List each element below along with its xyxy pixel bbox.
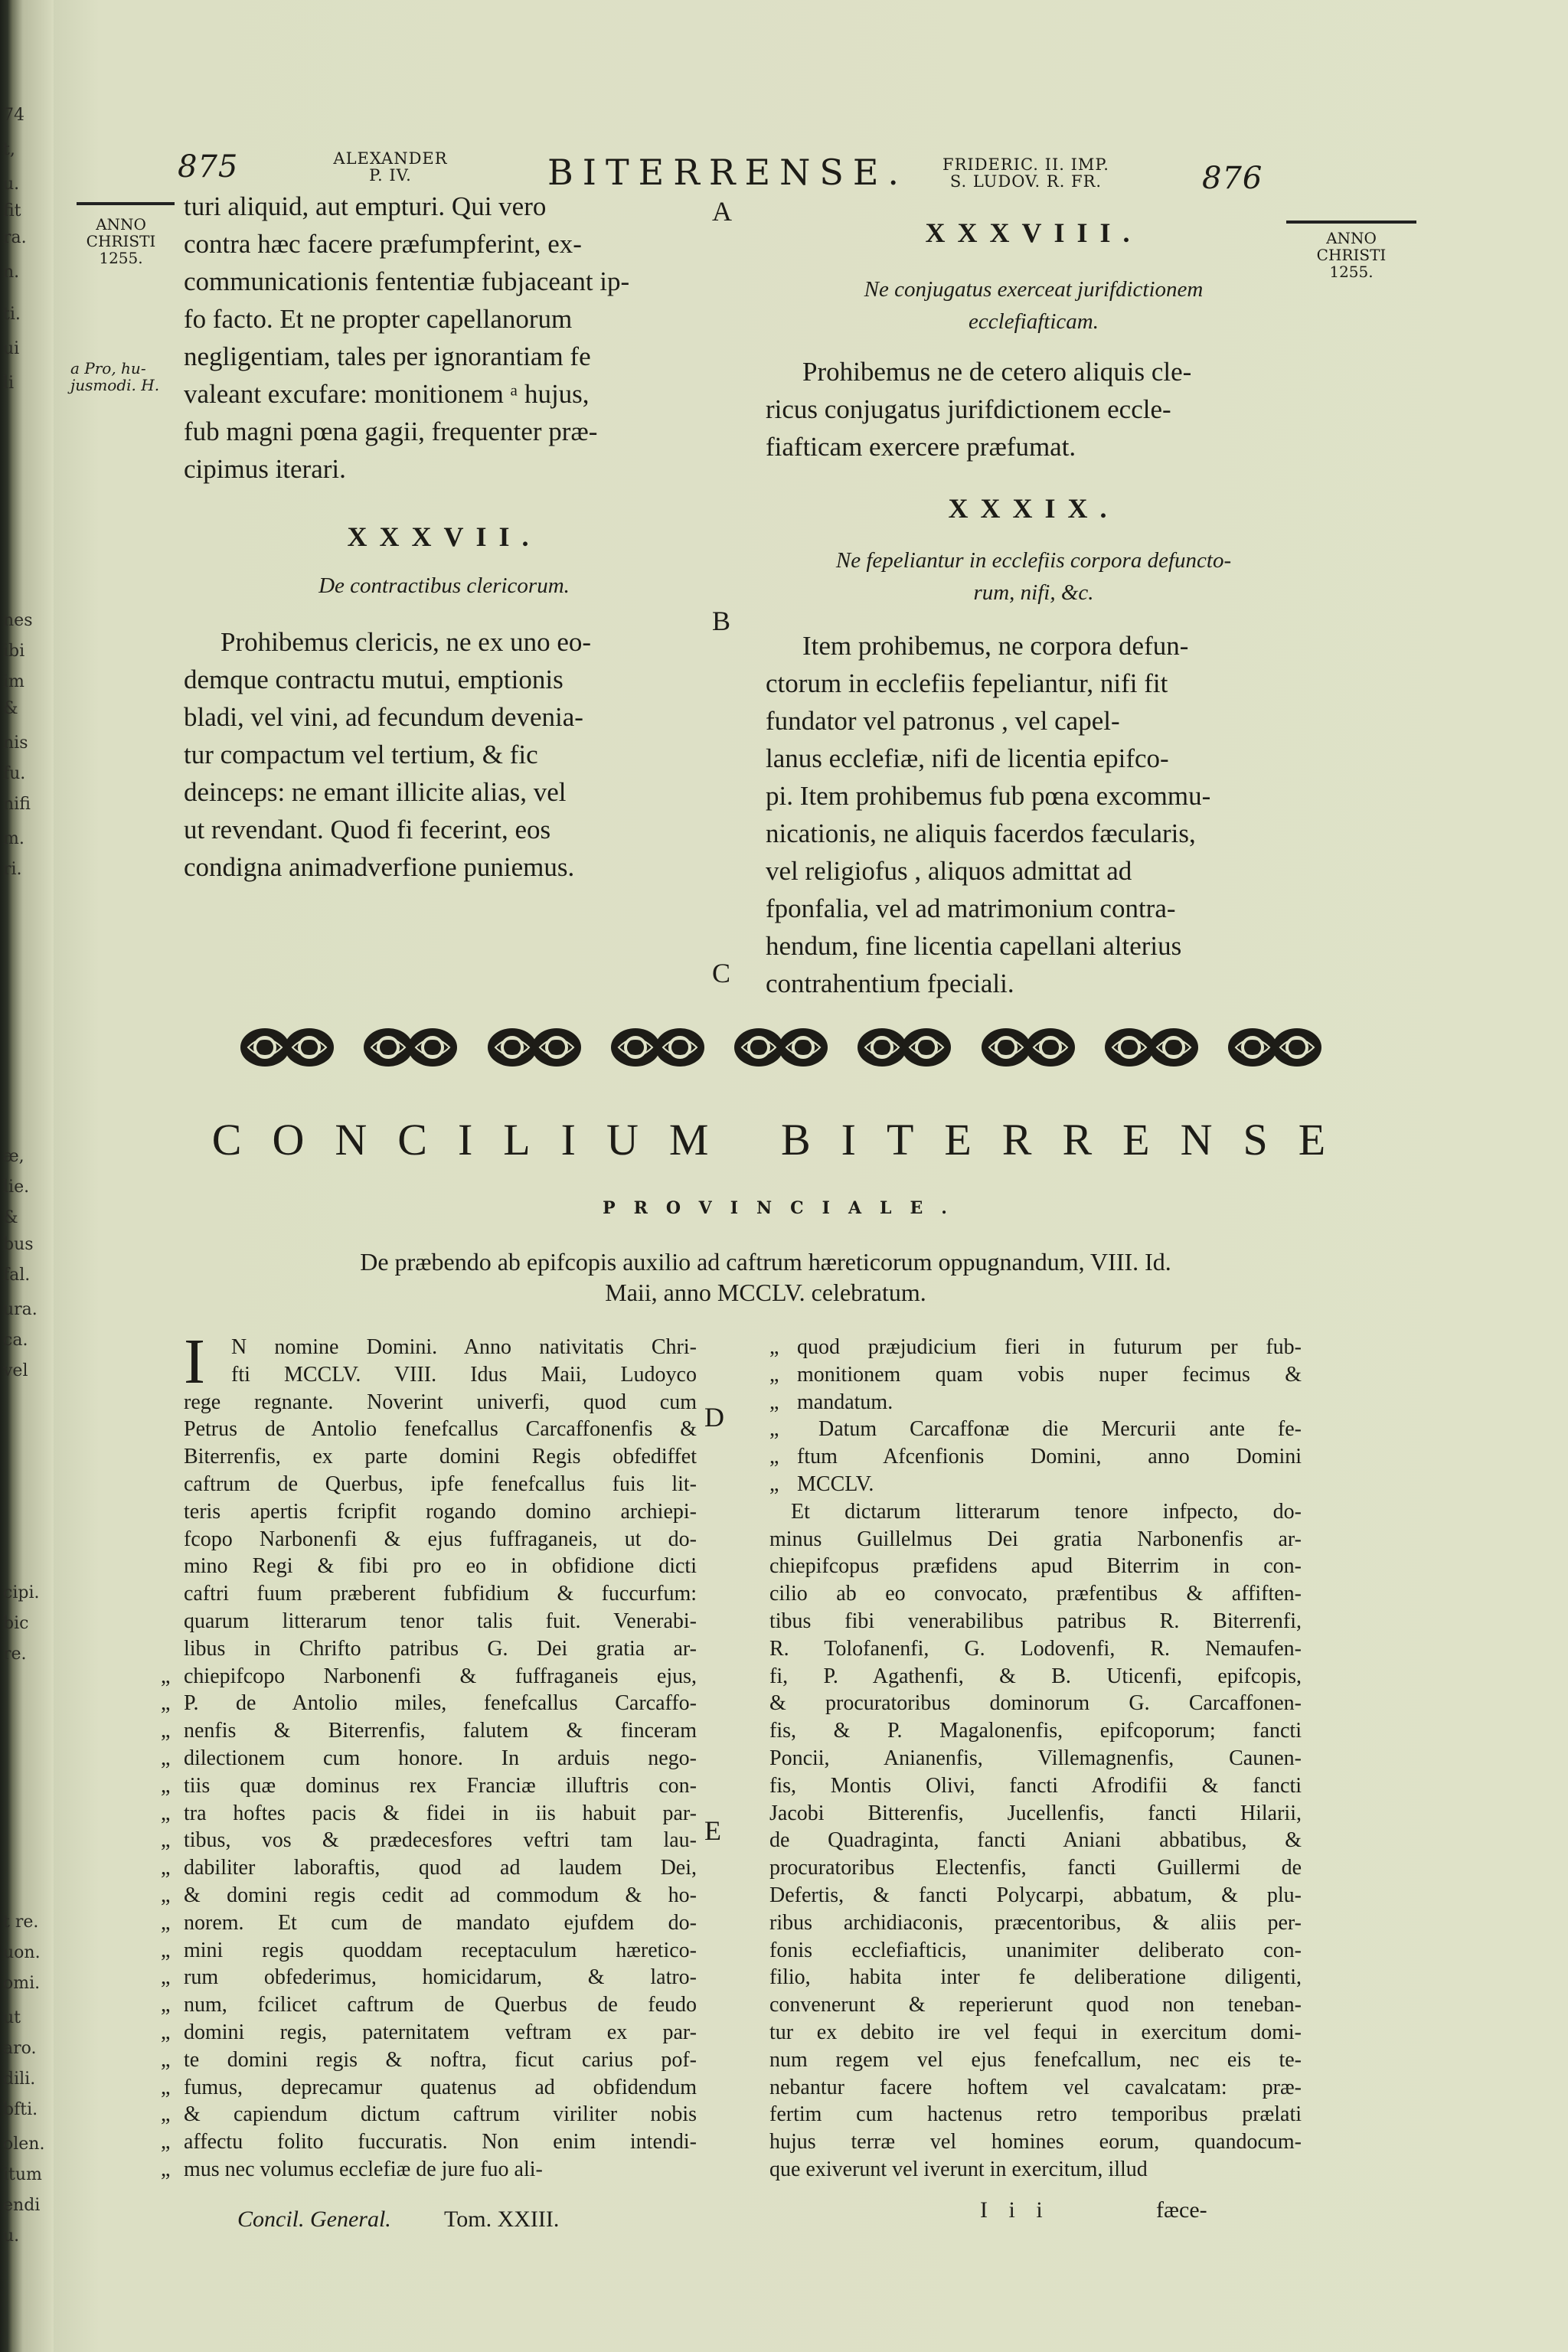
quote-mark: „ — [161, 1773, 171, 1798]
text-line — [161, 1827, 697, 1854]
text-line: ricus conjugatus jurifdictionem eccle- — [766, 394, 1171, 424]
text-line-content: dabiliter laboraftis, quod ad laudem Dei, — [184, 1856, 697, 1880]
chapter-heading-38: XXXVIII. — [925, 217, 1142, 248]
spine-text-fragment: bus — [3, 1235, 34, 1254]
text-line — [184, 1443, 697, 1471]
right-margin-anno — [1294, 230, 1409, 280]
anno-line: CHRISTI — [1316, 246, 1387, 264]
anno-line: 1255. — [99, 249, 143, 267]
spine-text-fragment: fal. — [3, 1266, 31, 1285]
text-line-content: & capiendum dictum caftrum viriliter nobis — [184, 2102, 697, 2127]
section-description — [214, 1246, 1317, 1308]
ornament-icon — [731, 1026, 831, 1069]
text-line — [769, 2074, 1302, 2102]
spine-text-fragment: im — [3, 672, 24, 691]
text-line-content: fcopo Narbonenfi & ejus fuffraganeis, ut do- — [184, 1527, 697, 1551]
text-line — [184, 1635, 697, 1663]
spine-text-fragment: ti. — [3, 305, 21, 324]
text-line — [161, 1800, 697, 1828]
text-line-content: ftum Afcenfionis Domini, anno Domini — [797, 1445, 1302, 1469]
text-line-content: rege regnante. Noverint univerfi, quod cum — [184, 1390, 697, 1414]
text-line: bladi, vel vini, ad fecundum devenia- — [184, 702, 583, 732]
text-line — [769, 1800, 1302, 1828]
left-intro-paragraph — [184, 188, 704, 488]
text-line: fiafticam exercere præfumat. — [766, 432, 1076, 462]
section-title: CONCILIUM BITERRENSE — [211, 1115, 1357, 1165]
ornament-icon — [608, 1026, 707, 1069]
text-line: tur compactum vel tertium, & fic — [184, 740, 538, 769]
spine-text-fragment: n. — [3, 263, 20, 282]
spine-text-fragment: nes — [3, 611, 33, 630]
text-line: nicationis, ne aliquis facerdos fæcularis, — [766, 818, 1196, 848]
text-line: ctorum in ecclefiis fepeliantur, nifi fit — [766, 668, 1168, 698]
quote-mark: „ — [161, 1856, 171, 1880]
text-line: fponfalia, vel ad matrimonium contra- — [766, 893, 1176, 923]
text-line — [769, 1937, 1302, 1965]
text-line-content: caftrum de Querbus, ipfe fenefcallus fuis lit- — [184, 1472, 697, 1496]
text-line — [184, 1416, 697, 1443]
text-line-content: monitionem quam vobis nuper fecimus & — [797, 1362, 1302, 1387]
anno-line: ANNO — [1326, 229, 1377, 247]
text-line: contrahentium fpeciali. — [766, 969, 1014, 998]
text-line-content: num, fcilicet caftrum de Querbus de feudo — [184, 1993, 697, 2017]
text-line — [161, 1909, 697, 1937]
spine-text-fragment: ra. — [3, 228, 27, 247]
text-line — [161, 1854, 697, 1882]
text-line — [161, 1964, 697, 1991]
text-line-content: Defertis, & fancti Polycarpi, abbatum, & plu- — [769, 1883, 1302, 1907]
text-line — [184, 1580, 697, 1608]
quote-mark: „ — [161, 1993, 171, 2017]
text-line — [769, 1498, 1302, 1526]
spine-text-fragment: aro. — [3, 2039, 37, 2058]
text-line — [769, 1608, 1302, 1635]
quote-mark: „ — [161, 2102, 171, 2127]
catchword: fæce- — [1156, 2197, 1207, 2223]
text-line: contra hæc facere præfumpferint, ex- — [184, 229, 582, 259]
spine-text-fragment: 74 — [3, 106, 24, 125]
text-line-content: fis, Montis Olivi, fancti Afrodifii & fancti — [769, 1773, 1302, 1798]
text-line-content: fti MCCLV. VIII. Idus Maii, Ludoyco — [231, 1362, 697, 1387]
text-line-content: nenfis & Biterrenfis, falutem & finceram — [184, 1719, 697, 1743]
text-line-content: hujus terræ vel homines eorum, quandocum- — [769, 2130, 1302, 2154]
text-line — [184, 1389, 697, 1416]
text-line-content: Petrus de Antolio fenefcallus Carcaffonenfis & — [184, 1417, 697, 1442]
spine-text-fragment: & — [3, 1208, 18, 1227]
text-line — [769, 1717, 1302, 1745]
text-line: fub magni pœna gagii, frequenter præ- — [184, 416, 598, 446]
text-line-content: MCCLV. — [797, 1472, 874, 1496]
text-line — [769, 1854, 1302, 1882]
left-page-number: 875 — [178, 149, 239, 185]
text-line — [769, 1991, 1302, 2019]
chapter-39-paragraph — [766, 627, 1302, 1002]
running-title: BITERRENSE. — [547, 152, 909, 193]
spine-text-fragment: t, — [3, 140, 15, 159]
text-line — [769, 1827, 1302, 1854]
margin-rule-right — [1286, 220, 1416, 224]
text-line — [769, 1361, 1302, 1389]
text-line — [769, 1772, 1302, 1800]
quote-mark: „ — [161, 2157, 171, 2181]
upper-left-column — [184, 188, 704, 886]
margin-letter-d: D — [704, 1402, 724, 1432]
spine-text-fragment: & — [3, 699, 18, 718]
anno-line: ANNO — [96, 215, 146, 234]
quote-mark: „ — [161, 1910, 171, 1935]
ornament-icon — [854, 1026, 954, 1069]
text-line — [161, 1772, 697, 1800]
spine-text-fragment: itum — [3, 2165, 42, 2184]
quote-mark: „ — [769, 1335, 779, 1359]
drop-cap: I — [184, 1326, 205, 1397]
footer-source: Concil. General. — [237, 2207, 391, 2232]
signature-mark: I i i — [980, 2197, 1050, 2223]
text-line: vel religiofus , aliquos admittat ad — [766, 856, 1132, 886]
quote-mark: „ — [161, 1801, 171, 1825]
margin-letter-a: A — [712, 196, 732, 227]
text-line-content: mini regis quoddam receptaculum hæretico- — [184, 1938, 697, 1962]
text-line-content: Poncii, Anianenfis, Villemagnenfis, Caunen- — [769, 1746, 1302, 1770]
quote-mark: „ — [769, 1445, 779, 1469]
text-line-content: filio, habita inter fe deliberatione diligenti, — [769, 1965, 1302, 1990]
quote-mark: „ — [769, 1362, 779, 1387]
text-line-content: rum obfederimus, homicidarum, & latro- — [184, 1965, 697, 1990]
text-line — [161, 1937, 697, 1965]
quote-mark: „ — [161, 2130, 171, 2154]
text-line — [161, 1991, 697, 2019]
text-line-content: N nomine Domini. Anno nativitatis Chri- — [231, 1335, 697, 1359]
spine-text-fragment: vel — [3, 1361, 28, 1380]
text-line-content: fonis ecclefiafticis, unanimiter deliberato con- — [769, 1938, 1302, 1962]
text-line — [161, 1717, 697, 1745]
spine-text-fragment: cipi. — [3, 1583, 40, 1602]
text-line: Prohibemus clericis, ne ex uno eo- — [220, 627, 592, 657]
margin-letter-e: E — [704, 1815, 721, 1846]
margin-letter-b: B — [712, 606, 731, 636]
text-line-content: chiepifcopo Narbonenfi & fuffraganeis ejus, — [184, 1664, 697, 1688]
quote-mark: „ — [161, 2047, 171, 2072]
chapter-37-paragraph — [184, 623, 704, 886]
spine-text-fragment: u. — [3, 2226, 20, 2246]
quote-mark: „ — [161, 1828, 171, 1853]
text-line-content: ribus archidiaconis, præcentoribus, & aliis per- — [769, 1910, 1302, 1935]
text-line-content: nebantur facere hoftem vel cavalcatam: præ- — [769, 2075, 1302, 2099]
spine-text-fragment: olen. — [3, 2135, 45, 2154]
text-line — [769, 2019, 1302, 2047]
text-line-content: tra hoftes pacis & fidei in iis habuit par- — [184, 1801, 697, 1825]
text-line — [769, 1882, 1302, 1909]
text-line-content: libus in Chrifto patribus G. Dei gratia ar- — [184, 1636, 697, 1661]
description-line: Maii, anno MCCLV. celebratum. — [605, 1279, 926, 1306]
spine-text-fragment: bfti. — [3, 2100, 38, 2119]
left-running-head — [314, 150, 467, 184]
text-line — [769, 1471, 1302, 1498]
book-spine-edge — [0, 0, 54, 2352]
ornament-icon — [361, 1026, 460, 1069]
lower-right-column — [769, 1334, 1302, 2184]
text-line-content: norem. Et cum de mandato ejufdem do- — [184, 1910, 697, 1935]
anno-line: CHRISTI — [86, 232, 156, 250]
footer-tome: Tom. XXIII. — [444, 2207, 560, 2232]
text-line-content: affectu folito fuccuratis. Non enim intendi- — [184, 2130, 697, 2154]
running-head-line: S. LUDOV. R. FR. — [949, 172, 1102, 191]
text-line — [184, 1608, 697, 1635]
text-line — [769, 1389, 1302, 1416]
text-line — [769, 2047, 1302, 2074]
text-line-content: tibus, vos & prædecesfores veftri tam lau- — [184, 1828, 697, 1853]
text-line — [161, 2047, 697, 2074]
text-line: cipimus iterari. — [184, 454, 346, 484]
quote-mark: „ — [161, 1965, 171, 1990]
description-line: De præbendo ab epifcopis auxilio ad caftrum hæreticorum oppugnandum, VIII. Id. — [360, 1248, 1171, 1276]
text-line-content: & domini regis cedit ad commodum & ho- — [184, 1883, 697, 1907]
text-line — [769, 1964, 1302, 1991]
text-line — [769, 1745, 1302, 1772]
margin-rule-left — [77, 202, 175, 205]
spine-text-fragment: æ, — [3, 1147, 24, 1166]
text-line-content: num regem vel ejus fenefcallum, nec eis te- — [769, 2047, 1302, 2072]
quote-mark: „ — [161, 2075, 171, 2099]
ornament-icon — [485, 1026, 584, 1069]
text-line: negligentiam, tales per ignorantiam fe — [184, 341, 591, 371]
spine-text-fragment: ui — [3, 339, 20, 358]
text-line-content: minus Guillelmus Dei gratia Narbonenfis ar- — [769, 1527, 1302, 1551]
spine-text-fragment: t re. — [3, 1913, 39, 1932]
quote-mark: „ — [161, 1883, 171, 1907]
text-line-content: fis, & P. Magalonenfis, epifcoporum; fancti — [769, 1719, 1302, 1743]
text-line-content: fertim cum hactenus retro temporibus prælati — [769, 2102, 1302, 2127]
ornament-icon — [1102, 1026, 1201, 1069]
text-line-content: & procuratoribus dominorum G. Carcaffonen- — [769, 1691, 1302, 1716]
text-line: demque contractu mutui, emptionis — [184, 665, 564, 694]
text-line-content: te domini regis & noftra, ficut carius pof- — [184, 2047, 697, 2072]
text-line-content: que exiverunt vel iverunt in exercitum, illud — [769, 2157, 1148, 2181]
text-line: fundator vel patronus , vel capel- — [766, 706, 1120, 736]
spine-text-fragment: ca. — [3, 1331, 28, 1350]
page — [54, 0, 1568, 2352]
ornament-icon — [978, 1026, 1078, 1069]
text-line — [161, 1663, 697, 1690]
spine-text-fragment: li — [3, 374, 15, 393]
text-line-content: quod præjudicium fieri in futurum per fub- — [797, 1335, 1302, 1359]
text-line — [769, 1526, 1302, 1553]
text-line-content: quarum litterarum tenor talis fuit. Venerabi- — [184, 1609, 697, 1633]
text-line-content: Jacobi Bitterenfis, Jucellenfis, fancti Hilarii, — [769, 1801, 1302, 1825]
spine-text-fragment: nifi — [3, 795, 31, 814]
text-line-content: caftri fuum præberent fubfidium & fuccurfum: — [184, 1582, 697, 1606]
text-line — [161, 2101, 697, 2128]
text-line-content: tiis quæ dominus rex Franciæ illuftris con- — [184, 1773, 697, 1798]
text-line-content: chiepifcopus præfidens apud Biterrim in con- — [769, 1554, 1302, 1579]
text-line — [184, 1553, 697, 1580]
text-line — [769, 1416, 1302, 1443]
spine-text-fragment: u. — [3, 175, 20, 194]
text-line: valeant excufare: monitionem ᵃ hujus, — [184, 379, 590, 409]
text-line-content: fumus, deprecamur quatenus ad obfidendum — [184, 2075, 697, 2099]
ornament-icon — [237, 1026, 337, 1069]
text-line: deinceps: ne emant illicite alias, vel — [184, 777, 567, 807]
upper-right-column — [766, 214, 1302, 1002]
text-line — [184, 1471, 697, 1498]
text-line — [184, 1526, 697, 1553]
spine-text-fragment: ura. — [3, 1300, 38, 1319]
chapter-subheading-37: De contractibus clericorum. — [318, 573, 570, 598]
text-line: pi. Item prohibemus fub pœna excommu- — [766, 781, 1211, 811]
text-line: fo facto. Et ne propter capellanorum — [184, 304, 573, 334]
spine-text-fragment: bic — [3, 1614, 29, 1633]
spine-text-fragment: nis — [3, 733, 28, 753]
text-line — [769, 2156, 1302, 2184]
text-line — [769, 1635, 1302, 1663]
margin-letter-c: C — [712, 958, 731, 988]
text-line-content: R. Tolofanenfi, G. Lodovenfi, R. Nemaufen- — [769, 1636, 1302, 1661]
text-line — [161, 1882, 697, 1909]
chapter-38-paragraph — [766, 353, 1302, 466]
marginal-footnote — [70, 360, 185, 394]
text-line — [769, 1663, 1302, 1690]
text-line — [184, 1498, 697, 1526]
text-line-content: dilectionem cum honore. In arduis nego- — [184, 1746, 697, 1770]
text-line-content: convenerunt & reperierunt quod non teneban- — [769, 1993, 1302, 2017]
text-line-content: Et dictarum litterarum tenore infpecto, do- — [791, 1499, 1302, 1524]
text-line: condigna animadverfione puniemus. — [184, 852, 575, 882]
text-line-content: procuratoribus Electenfis, fancti Guillermi de — [769, 1856, 1302, 1880]
anno-line: 1255. — [1329, 263, 1374, 281]
text-line-content: mino Regi & fibi pro eo in obfidione dicti — [184, 1554, 697, 1579]
text-line-content: Biterrenfis, ex parte domini Regis obfediffet — [184, 1445, 697, 1469]
quote-mark: „ — [161, 2020, 171, 2044]
text-line: lanus ecclefiæ, nifi de licentia epifco- — [766, 743, 1169, 773]
text-line-content: tur ex debito ire vel fequi in exercitum domi- — [769, 2020, 1302, 2044]
right-page-number: 876 — [1202, 161, 1263, 196]
text-line — [161, 2128, 697, 2156]
text-line — [769, 2128, 1302, 2156]
spine-text-fragment: m. — [3, 829, 24, 848]
text-line — [161, 1745, 697, 1772]
running-head-line: ALEXANDER — [333, 149, 448, 168]
chapter-subheading-38 — [766, 273, 1302, 338]
spine-text-fragment: re. — [3, 1645, 27, 1664]
text-line: turi aliquid, aut empturi. Qui vero — [184, 191, 547, 221]
text-line — [161, 2074, 697, 2102]
text-line: communicationis fententiæ fubjaceant ip- — [184, 266, 630, 296]
spine-text-fragment: fit — [3, 201, 21, 220]
footnote-line: jusmodi. H. — [70, 376, 160, 394]
quote-mark: „ — [769, 1390, 779, 1414]
text-line — [769, 1553, 1302, 1580]
subheading-line: rum, nifi, &c. — [973, 580, 1094, 605]
text-line — [769, 2101, 1302, 2128]
spine-text-fragment: ibi — [3, 642, 25, 661]
quote-mark: „ — [161, 1746, 171, 1770]
quote-mark: „ — [161, 1719, 171, 1743]
text-line — [231, 1334, 697, 1361]
spine-text-fragment: dili. — [3, 2069, 36, 2089]
lower-left-column — [161, 1326, 697, 2184]
spine-text-fragment: ri. — [3, 860, 22, 879]
running-head-line: FRIDERIC. II. IMP. — [942, 155, 1109, 174]
quote-mark: „ — [769, 1417, 779, 1442]
right-running-head — [903, 156, 1148, 190]
quote-mark: „ — [161, 1691, 171, 1716]
text-line-content: P. de Antolio miles, fenefcallus Carcaffo- — [184, 1691, 697, 1716]
text-line-content: cilio ab eo convocato, præfentibus & affiften- — [769, 1582, 1302, 1606]
chapter-heading-37: XXXVII. — [347, 521, 541, 552]
text-line — [161, 2019, 697, 2047]
text-line-content: mandatum. — [797, 1390, 893, 1414]
ornament-icon — [1225, 1026, 1325, 1069]
text-line: hendum, fine licentia capellani alterius — [766, 931, 1182, 961]
subheading-line: Ne fepeliantur in ecclefiis corpora defuncto- — [835, 548, 1232, 573]
chapter-subheading-39 — [766, 544, 1302, 609]
text-line — [161, 1690, 697, 1717]
subheading-line: Ne conjugatus exerceat jurifdictionem — [864, 277, 1204, 302]
text-line: ut revendant. Quod fi fecerint, eos — [184, 815, 551, 844]
running-head-line: P. IV. — [369, 166, 412, 185]
left-margin-anno — [75, 216, 167, 266]
text-line-content: tibus fibi venerabilibus patribus R. Biterrenfi, — [769, 1609, 1302, 1633]
spine-text-fragment: endi — [3, 2196, 41, 2215]
text-line: Prohibemus ne de cetero aliquis cle- — [802, 357, 1192, 387]
text-line-content: fi, P. Agathenfi, & B. Uticenfi, epifcopis, — [769, 1664, 1302, 1688]
text-line-content: Datum Carcaffonæ die Mercurii ante fe- — [818, 1417, 1302, 1442]
spine-text-fragment: omi. — [3, 1974, 41, 1993]
spine-text-fragment: ut — [3, 2008, 21, 2027]
text-line-content: mus nec volumus ecclefiæ de jure fuo ali- — [184, 2157, 543, 2181]
text-line — [231, 1361, 697, 1389]
text-line — [769, 1690, 1302, 1717]
text-line — [769, 1909, 1302, 1937]
text-line — [769, 1443, 1302, 1471]
spine-text-fragment: fu. — [3, 764, 26, 783]
text-line-content: de Quadraginta, fancti Aniani abbatibus, & — [769, 1828, 1302, 1853]
text-line — [769, 1580, 1302, 1608]
text-line — [769, 1334, 1302, 1361]
text-line-content: teris apertis fcripfit rogando domino archiepi- — [184, 1499, 697, 1524]
text-line-content: domini regis, paternitatem veftram ex par- — [184, 2020, 697, 2044]
spine-text-fragment: lie. — [3, 1178, 30, 1197]
spine-text-fragment: uon. — [3, 1943, 41, 1962]
ornament-band — [237, 1026, 1325, 1069]
quote-mark: „ — [161, 1938, 171, 1962]
text-line: Item prohibemus, ne corpora defun- — [802, 631, 1189, 661]
quote-mark: „ — [769, 1472, 779, 1496]
quote-mark: „ — [161, 1664, 171, 1688]
chapter-heading-39: XXXIX. — [948, 493, 1119, 524]
section-subtitle: PROVINCIALE. — [603, 1198, 965, 1218]
footnote-line: a Pro, hu- — [70, 359, 146, 377]
subheading-line: ecclefiafticam. — [969, 309, 1099, 334]
text-line — [161, 2156, 697, 2184]
